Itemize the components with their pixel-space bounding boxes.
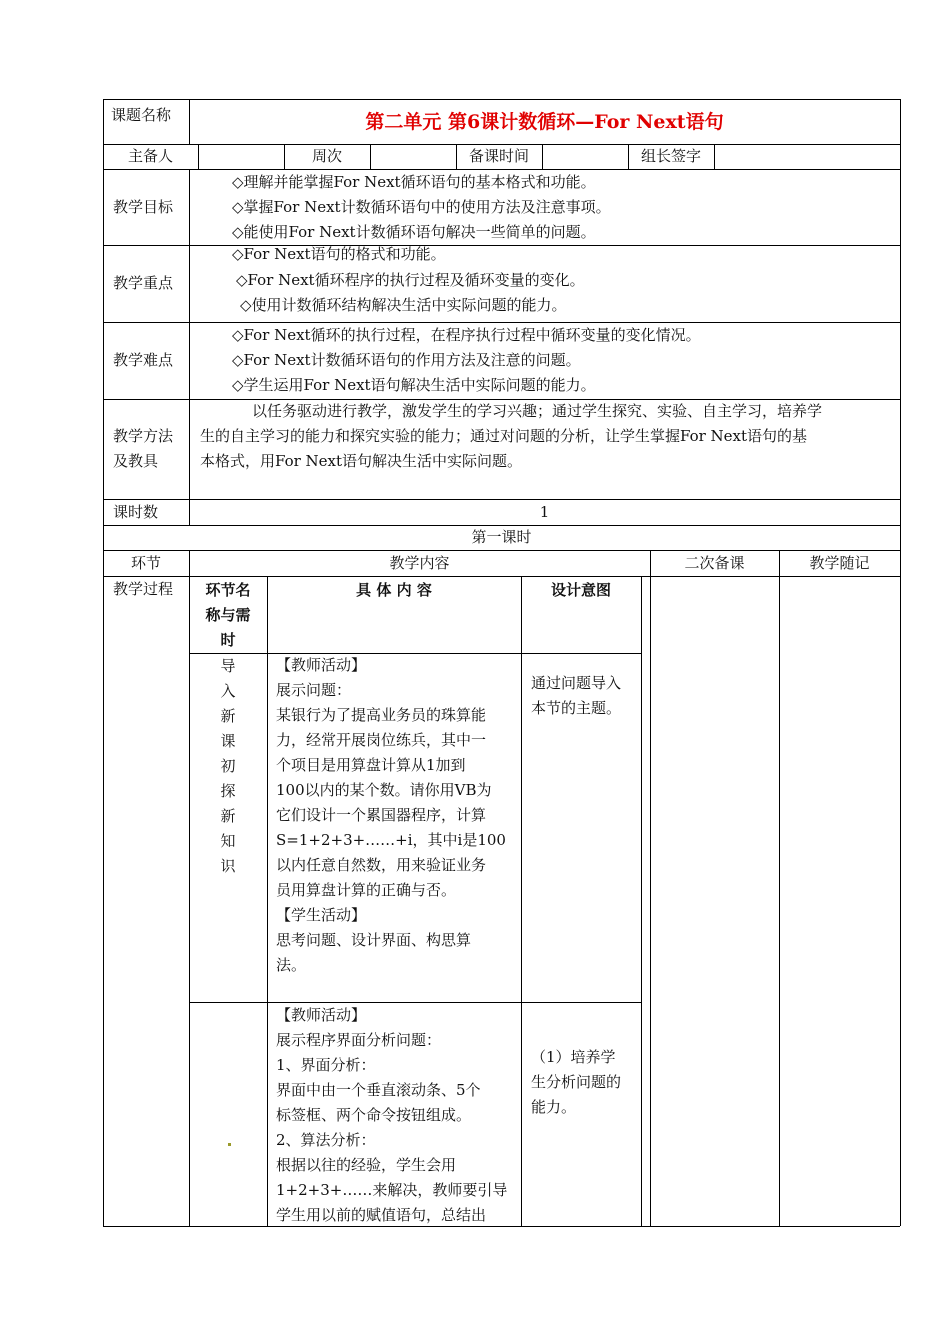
- methods-label: 教学方法: [113, 427, 174, 445]
- intent-line: 生分析问题的: [531, 1073, 622, 1091]
- difficulty-item: ◇学生运用For Next语句解决生活中实际问题的能力。: [232, 376, 596, 394]
- content-line: 法。: [276, 956, 307, 974]
- col-stage-header: 环节: [130, 554, 161, 572]
- content-line: 100以内的某个数。请你用VB为: [276, 781, 492, 799]
- intent-line: 通过问题导入: [531, 674, 622, 692]
- methods-line: 以任务驱动进行教学，激发学生的学习兴趣；通过学生探究、实验、自主学习，培养学: [252, 402, 823, 420]
- methods-line: 生的自主学习的能力和探究实验的能力；通过对问题的分析，让学生掌握For Next语句的基: [200, 427, 808, 445]
- difficulties-label: 教学难点: [113, 351, 174, 369]
- stage-char: 入: [220, 682, 236, 700]
- intent-line: 能力。: [531, 1098, 577, 1116]
- content-line: 展示程序界面分析问题：: [276, 1031, 442, 1049]
- col-notes-header: 教学随记: [809, 554, 870, 572]
- methods-line: 本格式，用For Next语句解决生活中实际问题。: [200, 452, 523, 470]
- content-line: 它们设计一个累国器程序，计算: [276, 806, 487, 824]
- goal-item: ◇理解并能掌握For Next循环语句的基本格式和功能。: [232, 173, 596, 191]
- hours-label: 课时数: [113, 503, 159, 521]
- content-line: 【学生活动】: [276, 906, 367, 924]
- content-line: 展示问题：: [276, 681, 352, 699]
- difficulty-item: ◇For Next循环的执行过程，在程序执行过程中循环变量的变化情况。: [232, 326, 701, 344]
- col-content-header: 教学内容: [389, 554, 450, 572]
- stage-char: 课: [220, 732, 236, 750]
- sub-header-name: 环节名: [205, 581, 251, 599]
- key-point-item: ◇使用计数循环结构解决生活中实际问题的能力。: [240, 296, 567, 314]
- stage-char: 探: [220, 782, 236, 800]
- key-point-item: ◇For Next循环程序的执行过程及循环变量的变化。: [236, 271, 585, 289]
- goals-label: 教学目标: [113, 198, 174, 216]
- content-line: 力，经常开展岗位练兵，其中一: [276, 731, 487, 749]
- content-line: 【教师活动】: [276, 656, 367, 674]
- content-line: S=1+2+3+……+i，其中i是100: [276, 831, 506, 849]
- stage-char: 新: [220, 707, 236, 725]
- goal-item: ◇掌握For Next计数循环语句中的使用方法及注意事项。: [232, 198, 611, 216]
- stage-char: 新: [220, 807, 236, 825]
- difficulty-item: ◇For Next计数循环语句的作用方法及注意的问题。: [232, 351, 581, 369]
- stage-char: 导: [220, 657, 236, 675]
- content-line: 1、界面分析：: [276, 1056, 376, 1074]
- col-second-prep-header: 二次备课: [684, 554, 745, 572]
- leader-sign-label: 组长签字: [640, 147, 701, 165]
- goal-item: ◇能使用For Next计数循环语句解决一些简单的问题。: [232, 223, 596, 241]
- content-line: 【教师活动】: [276, 1006, 367, 1024]
- preparer-label: 主备人: [127, 147, 173, 165]
- content-line: 某银行为了提高业务员的珠算能: [276, 706, 487, 724]
- key-point-item: ◇For Next语句的格式和功能。: [232, 245, 446, 263]
- content-line: 个项目是用算盘计算从1加到: [276, 756, 466, 774]
- sub-header-name: 称与需: [205, 606, 251, 624]
- prep-time-label: 备课时间: [468, 147, 529, 165]
- key-points-label: 教学重点: [113, 274, 174, 292]
- intent-line: 本节的主题。: [531, 699, 622, 717]
- content-line: 2、算法分析：: [276, 1131, 376, 1149]
- content-line: 以内任意自然数，用来验证业务: [276, 856, 487, 874]
- content-line: 学生用以前的赋值语句，总结出: [276, 1206, 487, 1224]
- content-line: 员用算盘计算的正确与否。: [276, 881, 457, 899]
- stray-mark: [228, 1143, 231, 1146]
- sub-header-name: 时: [220, 631, 236, 649]
- intent-line: （1）培养学: [531, 1048, 616, 1066]
- content-line: 思考问题、设计界面、构思算: [276, 931, 472, 949]
- content-line: 界面中由一个垂直滚动条、5个: [276, 1081, 481, 1099]
- stage-char: 识: [220, 857, 236, 875]
- sub-header-intent: 设计意图: [550, 581, 611, 599]
- sub-header-detail: 具 体 内 容: [356, 581, 432, 599]
- methods-label: 及教具: [113, 452, 159, 470]
- content-line: 标签框、两个命令按钮组成。: [276, 1106, 472, 1124]
- process-label: 教学过程: [113, 580, 174, 598]
- week-label: 周次: [311, 147, 342, 165]
- topic-label: 课题名称: [111, 106, 172, 124]
- page-title: 第二单元 第6课计数循环—For Next语句: [365, 111, 724, 133]
- content-line: 1+2+3+……来解决，教师要引导: [276, 1181, 508, 1199]
- stage-char: 知: [220, 832, 236, 850]
- stage-char: 初: [220, 757, 236, 775]
- hours-value: 1: [539, 503, 550, 521]
- content-line: 根据以往的经验，学生会用: [276, 1156, 457, 1174]
- lesson-heading: 第一课时: [471, 528, 532, 546]
